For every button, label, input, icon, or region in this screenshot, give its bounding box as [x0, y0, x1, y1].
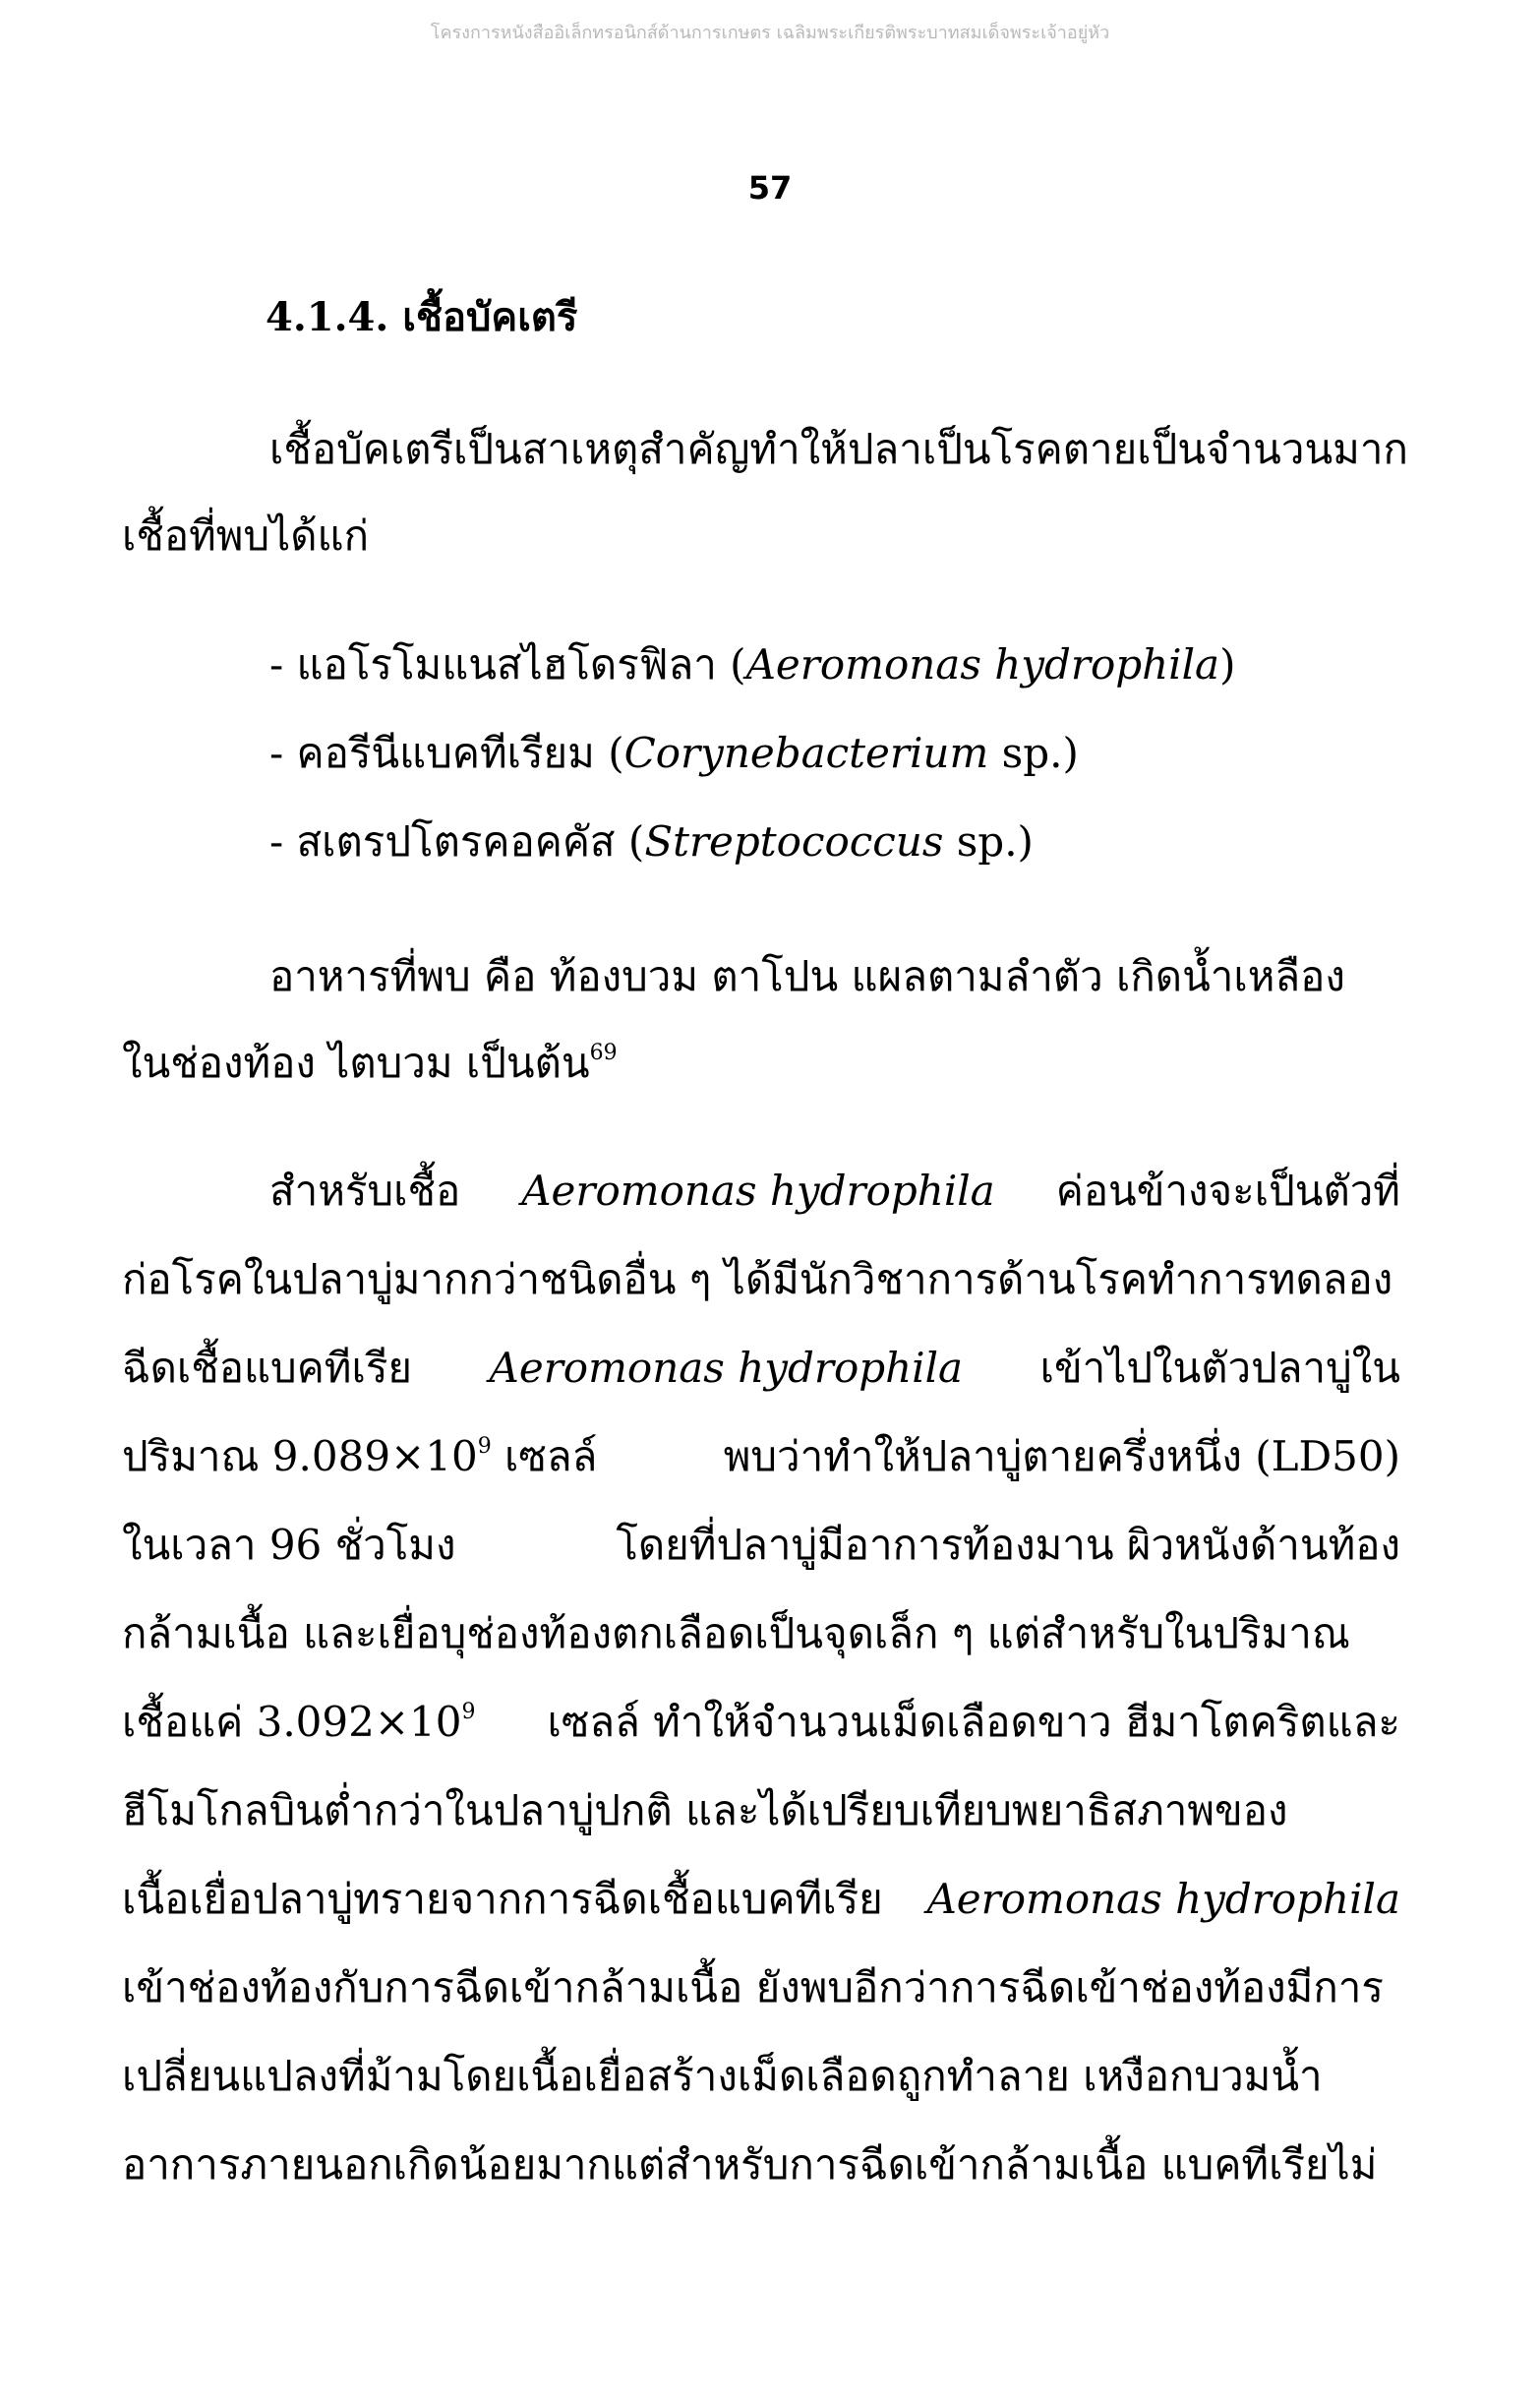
list-item-thai: - คอรีนีแบคทีเรียม ( [269, 729, 624, 777]
text-span: เซลล์ ทำให้จำนวนเม็ดเลือดขาว ฮีมาโตคริตและ [547, 1698, 1400, 1746]
text-span: พบว่าทำให้ปลาบู่ตายครึ่งหนึ่ง (LD50) [723, 1432, 1400, 1480]
text-span [122, 1698, 476, 1746]
page-number: 57 [747, 169, 793, 207]
text-span: เชื้อแค่ 3.092×10 [122, 1698, 462, 1746]
paragraph-line [122, 1609, 1400, 1657]
paragraph-line [269, 1167, 1400, 1215]
text-span: ค่อนข้างจะเป็นตัวที่ [1055, 1167, 1400, 1215]
symptoms-line-2 [122, 1039, 618, 1087]
list-item-suffix: sp.) [988, 729, 1079, 777]
intro-line-1: เชื้อบัคเตรีเป็นสาเหตุสำคัญทำให้ปลาเป็นโรคตายเป็นจำนวนมาก [269, 425, 1408, 473]
symptoms-line-1 [269, 952, 1400, 1000]
text-span: โดยที่ปลาบู่มีอาการท้องมาน ผิวหนังด้านท้อง [616, 1521, 1400, 1569]
list-item-latin: Corynebacterium [623, 729, 989, 777]
text-span: ฮีโมโกลบินต่ำกว่าในปลาบู่ปกติ และได้เปรียบเทียบพยาธิสภาพของ [122, 1786, 1288, 1834]
symptoms-text: อาหารที่พบ คือ ท้องบวม ตาโปน แผลตามลำตัว เกิดน้ำเหลือง [269, 952, 1345, 1000]
reference-number: 69 [589, 1041, 618, 1065]
paragraph-line [122, 1698, 1400, 1746]
paragraph-line [122, 1521, 1400, 1569]
list-item-suffix: sp.) [943, 817, 1034, 866]
latin-name: Aeromonas hydrophila [926, 1875, 1400, 1923]
list-item-thai: - แอโรโมแนสไฮโดรฟิลา ( [269, 640, 746, 689]
text-span: กล้ามเนื้อ และเยื่อบุช่องท้องตกเลือดเป็นจุดเล็ก ๆ แต่สำหรับในปริมาณ [122, 1609, 1350, 1657]
list-item [269, 729, 1079, 777]
text-span: ฉีดเชื้อแบคทีเรีย [122, 1344, 413, 1392]
section-heading: 4.1.4. เชื้อบัคเตรี [266, 294, 578, 340]
text-span: เข้าไปในตัวปลาบู่ใน [1039, 1344, 1400, 1392]
list-item [269, 817, 1034, 866]
paragraph-line [122, 2140, 1400, 2189]
text-span: เปลี่ยนแปลงที่ม้ามโดยเนื้อเยื่อสร้างเม็ดเลือดถูกทำลาย เหงือกบวมน้ำ [122, 2052, 1323, 2100]
text-span: สำหรับเชื้อ [269, 1167, 461, 1215]
text-span: ปริมาณ 9.089×10 [122, 1432, 478, 1480]
paragraph-line [122, 1432, 1400, 1480]
latin-name: Aeromonas hydrophila [521, 1167, 995, 1215]
exponent: 9 [477, 1434, 492, 1459]
watermark-text: โครงการหนังสืออิเล็กทรอนิกส์ด้านการเกษตร เฉลิมพระเกียรติพระบาทสมเด็จพระเจ้าอยู่หัว [430, 23, 1110, 43]
exponent: 9 [461, 1700, 476, 1724]
list-item-thai: - สเตรปโตรคอคคัส ( [269, 817, 645, 866]
list-item-latin: Aeromonas hydrophila [745, 640, 1220, 689]
text-span: เข้าช่องท้องกับการฉีดเข้ากล้ามเนื้อ ยังพบอีกว่าการฉีดเข้าช่องท้องมีการ [122, 1963, 1384, 2011]
text-span: เนื้อเยื่อปลาบู่ทรายจากการฉีดเชื้อแบคทีเรีย [122, 1875, 883, 1923]
paragraph-line [122, 1344, 1400, 1392]
text-span: ก่อโรคในปลาบู่มากกว่าชนิดอื่น ๆ ได้มีนักวิชาการด้านโรคทำการทดลอง [122, 1255, 1393, 1303]
text-span: อาการภายนอกเกิดน้อยมากแต่สำหรับการฉีดเข้ากล้ามเนื้อ แบคทีเรียไม่ [122, 2140, 1378, 2189]
paragraph-line [122, 1786, 1400, 1834]
text-span: ในเวลา 96 ชั่วโมง [122, 1521, 456, 1569]
paragraph-line [122, 1963, 1400, 2011]
paragraph-line [122, 1875, 1400, 1923]
paragraph-line [122, 2052, 1400, 2100]
paragraph-line [122, 1255, 1400, 1303]
list-item-latin: Streptococcus [644, 817, 944, 866]
latin-name: Aeromonas hydrophila [489, 1344, 964, 1392]
list-item-suffix: ) [1219, 640, 1236, 689]
intro-line-2: เชื้อที่พบได้แก่ [122, 511, 370, 560]
list-item [269, 640, 1236, 689]
text-span [122, 1432, 598, 1480]
text-span: เซลล์ [504, 1432, 598, 1480]
symptoms-text: ในช่องท้อง ไตบวม เป็นต้น [122, 1039, 590, 1087]
